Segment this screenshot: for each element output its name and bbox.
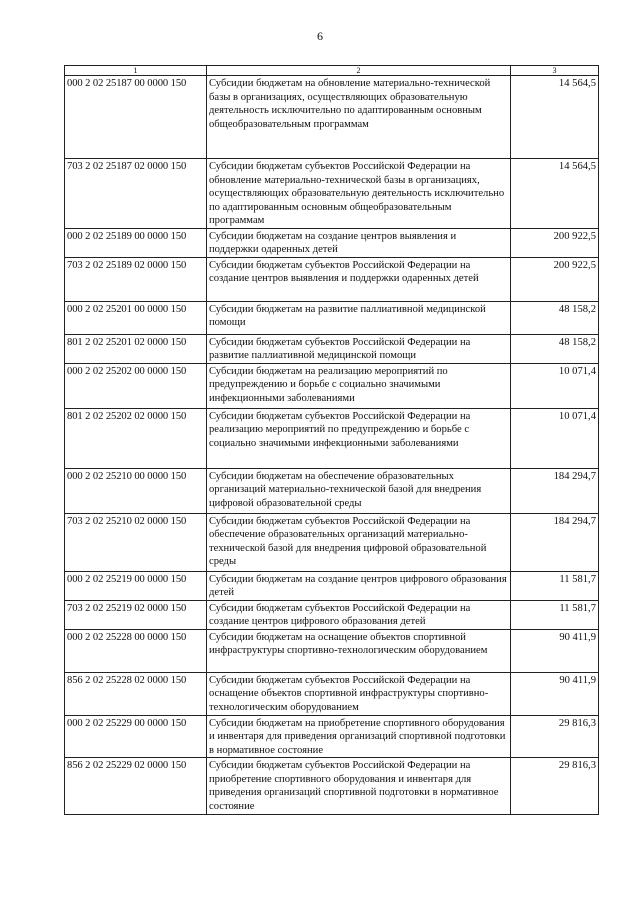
code-cell: 801 2 02 25201 02 0000 150: [65, 334, 207, 363]
amount-cell: 90 411,9: [511, 629, 599, 672]
table-row: [65, 301, 599, 334]
table-row: [65, 715, 599, 758]
name-cell: Субсидии бюджетам субъектов Российской Федерации на реализацию мероприятий по предупреждению и борьбе с социально значимыми инфекционными заболеваниями: [207, 408, 511, 468]
code-cell: 000 2 02 25210 00 0000 150: [65, 468, 207, 513]
name-cell: Субсидии бюджетам субъектов Российской Федерации на обеспечение образовательных организаций материально-технической базой для внедрения цифровой образовательной среды: [207, 513, 511, 571]
amount-cell: 29 816,3: [511, 758, 599, 815]
amount-cell: 14 564,5: [511, 159, 599, 229]
amount-cell: 90 411,9: [511, 672, 599, 715]
name-cell: Субсидии бюджетам субъектов Российской Федерации на создание центров выявления и поддержки одаренных детей: [207, 257, 511, 301]
table-row: [65, 159, 599, 229]
code-cell: 703 2 02 25219 02 0000 150: [65, 600, 207, 629]
amount-cell: 200 922,5: [511, 228, 599, 257]
table-row: [65, 629, 599, 672]
amount-cell: 184 294,7: [511, 468, 599, 513]
table-row: [65, 408, 599, 468]
page-number: 6: [317, 29, 323, 43]
amount-cell: 48 158,2: [511, 334, 599, 363]
name-cell: Субсидии бюджетам на обновление материально-технической базы в организациях, осуществляющих образовательную деятельность исключительно по адаптированным основным общеобразовательным программам: [207, 76, 511, 159]
code-cell: 000 2 02 25219 00 0000 150: [65, 571, 207, 600]
name-cell: Субсидии бюджетам на приобретение спортивного оборудования и инвентаря для приведения организаций спортивной подготовки в нормативное состояние: [207, 715, 511, 758]
name-cell: Субсидии бюджетам субъектов Российской Федерации на приобретение спортивного оборудования и инвентаря для приведения организаций спортивной подготовки в нормативное состояние: [207, 758, 511, 815]
table-body: [65, 76, 599, 815]
amount-cell: 11 581,7: [511, 600, 599, 629]
code-cell: 000 2 02 25202 00 0000 150: [65, 363, 207, 408]
amount-cell: 200 922,5: [511, 257, 599, 301]
table-row: [65, 672, 599, 715]
code-cell: 000 2 02 25189 00 0000 150: [65, 228, 207, 257]
name-cell: Субсидии бюджетам на оснащение объектов спортивной инфраструктуры спортивно-технологическим оборудованием: [207, 629, 511, 672]
column-header-code: 1: [65, 66, 207, 76]
table-row: [65, 513, 599, 571]
amount-cell: 10 071,4: [511, 363, 599, 408]
table-row: [65, 468, 599, 513]
amount-cell: 29 816,3: [511, 715, 599, 758]
name-cell: Субсидии бюджетам субъектов Российской Федерации на обновление материально-технической базы в организациях, осуществляющих образовательную деятельность исключительно по адаптированным основным общеобразовательным программам: [207, 159, 511, 229]
code-cell: 801 2 02 25202 02 0000 150: [65, 408, 207, 468]
amount-cell: 11 581,7: [511, 571, 599, 600]
code-cell: 703 2 02 25210 02 0000 150: [65, 513, 207, 571]
table-row: [65, 363, 599, 408]
name-cell: Субсидии бюджетам субъектов Российской Федерации на создание центров цифрового образования детей: [207, 600, 511, 629]
code-cell: 000 2 02 25229 00 0000 150: [65, 715, 207, 758]
budget-table: [64, 65, 599, 815]
name-cell: Субсидии бюджетам на создание центров выявления и поддержки одаренных детей: [207, 228, 511, 257]
name-cell: Субсидии бюджетам субъектов Российской Федерации на оснащение объектов спортивной инфраструктуры спортивно-технологическим оборудованием: [207, 672, 511, 715]
table-row: [65, 257, 599, 301]
code-cell: 703 2 02 25189 02 0000 150: [65, 257, 207, 301]
table-row: [65, 334, 599, 363]
code-cell: 000 2 02 25201 00 0000 150: [65, 301, 207, 334]
column-header-amount: 3: [511, 66, 599, 76]
table-row: [65, 758, 599, 815]
table-row: [65, 571, 599, 600]
code-cell: 856 2 02 25228 02 0000 150: [65, 672, 207, 715]
amount-cell: 10 071,4: [511, 408, 599, 468]
code-cell: 703 2 02 25187 02 0000 150: [65, 159, 207, 229]
table-row: [65, 228, 599, 257]
name-cell: Субсидии бюджетам субъектов Российской Федерации на развитие паллиативной медицинской помощи: [207, 334, 511, 363]
code-cell: 000 2 02 25187 00 0000 150: [65, 76, 207, 159]
name-cell: Субсидии бюджетам на создание центров цифрового образования детей: [207, 571, 511, 600]
column-header-name: 2: [207, 66, 511, 76]
name-cell: Субсидии бюджетам на обеспечение образовательных организаций материально-технической базой для внедрения цифровой образовательной среды: [207, 468, 511, 513]
code-cell: 000 2 02 25228 00 0000 150: [65, 629, 207, 672]
table-header: [65, 66, 599, 76]
table-row: [65, 76, 599, 159]
amount-cell: 184 294,7: [511, 513, 599, 571]
amount-cell: 48 158,2: [511, 301, 599, 334]
name-cell: Субсидии бюджетам на развитие паллиативной медицинской помощи: [207, 301, 511, 334]
code-cell: 856 2 02 25229 02 0000 150: [65, 758, 207, 815]
name-cell: Субсидии бюджетам на реализацию мероприятий по предупреждению и борьбе с социально значимыми инфекционными заболеваниями: [207, 363, 511, 408]
amount-cell: 14 564,5: [511, 76, 599, 159]
table-row: [65, 600, 599, 629]
